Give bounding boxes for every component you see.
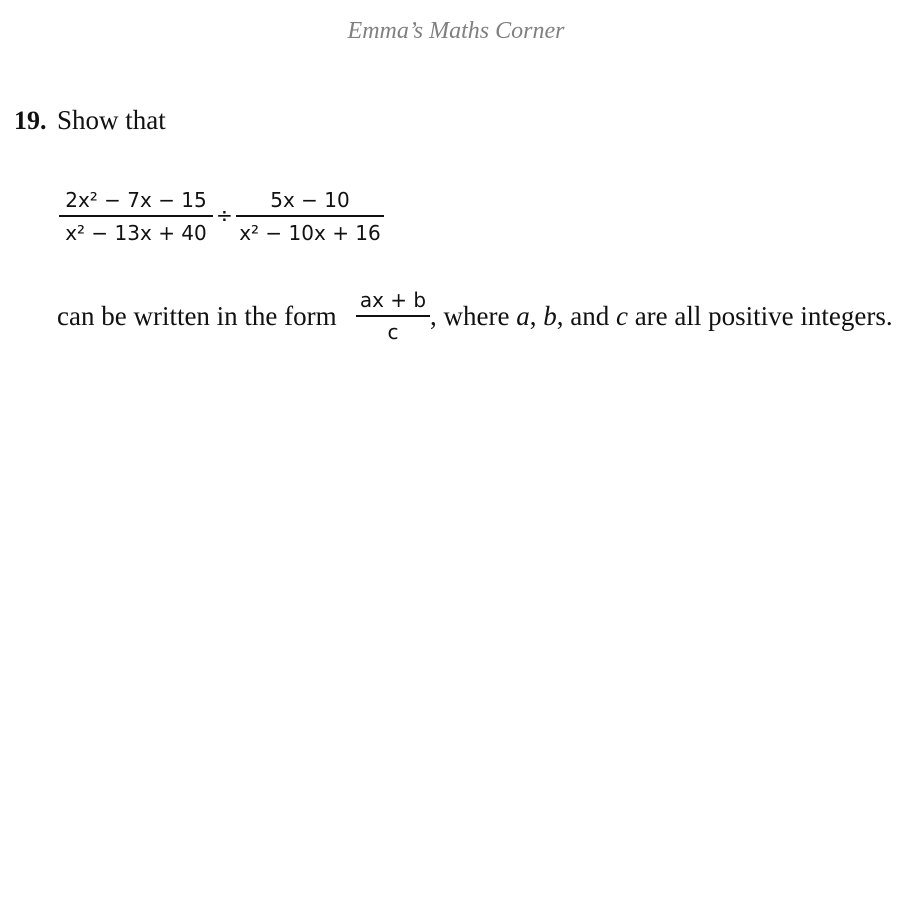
- form-text-after: [430, 301, 893, 332]
- form-fraction: [356, 288, 430, 344]
- division-sign: ÷: [216, 203, 233, 227]
- fraction-left-bar: [59, 215, 213, 217]
- form-text-before: can be written in the form: [57, 301, 337, 331]
- fraction-right-denominator: x² − 10x + 16: [239, 221, 381, 245]
- form-text-after-part: , where: [430, 301, 517, 331]
- question-intro: Show that: [57, 105, 166, 135]
- form-fraction-numerator: ax + b: [359, 288, 427, 312]
- page-header-title: Emma’s Maths Corner: [347, 18, 565, 44]
- form-fraction-bar: [356, 315, 430, 317]
- variable-c: c: [615, 301, 628, 331]
- fraction-right-bar: [236, 215, 384, 217]
- fraction-right-numerator: 5x − 10: [270, 188, 350, 212]
- fraction-left-denominator: x² − 13x + 40: [65, 221, 207, 245]
- form-text-after-part: ,: [529, 301, 544, 331]
- fraction-left: [59, 188, 213, 245]
- question-number: 19.: [14, 106, 47, 135]
- fraction-right: [236, 188, 384, 245]
- form-text-after-part: , and: [556, 301, 616, 331]
- variable-b: b: [543, 301, 557, 331]
- fraction-left-numerator: 2x² − 7x − 15: [65, 188, 207, 212]
- form-fraction-denominator: c: [387, 320, 399, 344]
- variable-a: a: [516, 301, 530, 331]
- form-text-after-part: are all positive integers.: [627, 301, 893, 331]
